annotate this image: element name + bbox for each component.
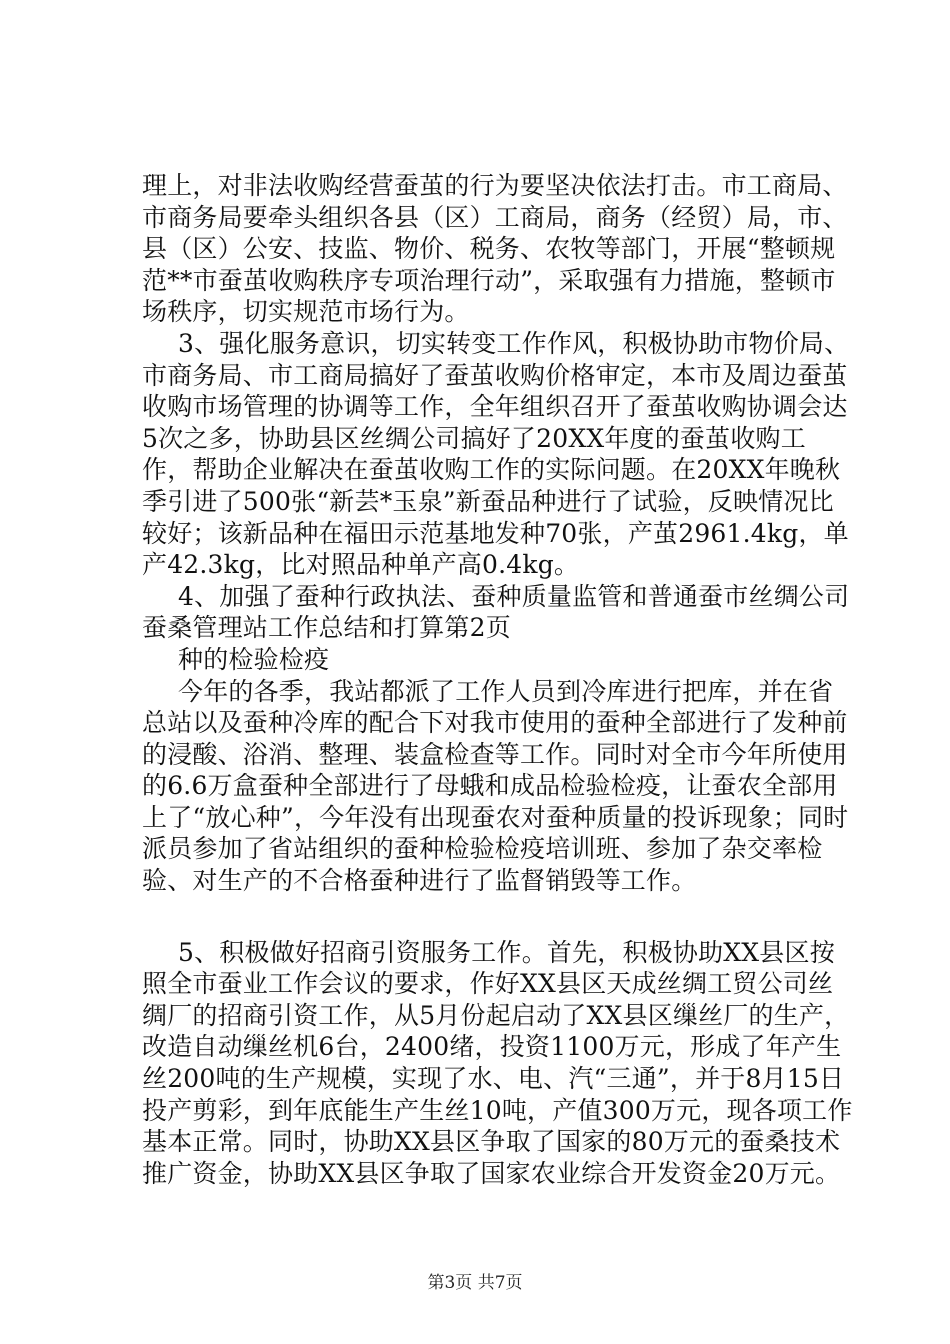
paragraph-item-5: 5、积极做好招商引资服务工作。首先，积极协助XX县区按照全市蚕业工作会议的要求，作好XX县区天成丝绸工贸公司丝绸厂的招商引资工作，从5月份起启动了XX县区缫丝厂的生产，改造自动缫丝机6台，2400绪，投资1100万元，形成了年产生丝200吨的生产规模，实现了水、电、汽“三通”，并于8月15日投产剪彩，到年底能生产生丝10吨，产值300万元，现各项工作基本正常。同时，协助XX县区争取了国家的80万元的蚕桑技术推广资金，协助XX县区争取了国家农业综合开发资金20万元。 [142, 937, 853, 1188]
page-number-footer: 第3页 共7页 [427, 1273, 523, 1293]
paragraph-gap [142, 897, 854, 937]
paragraph-continuation: 理上，对非法收购经营蚕茧的行为要坚决依法打击。市工商局、市商务局要牵头组织各县（区）工商局，商务（经贸）局，市、县（区）公安、技监、物价、税务、农牧等部门，开展“整顿规范**市蚕茧收购秩序专项治理行动”，采取强有力措施，整顿市场秩序，切实规范市场行为。 [142, 171, 848, 327]
paragraph-inspection: 今年的各季，我站都派了工作人员到冷库进行把库，并在省总站以及蚕种冷库的配合下对我市使用的蚕种全部进行了发种前的浸酸、浴消、整理、装盒检查等工作。同时对全市今年所使用的6.6万盒蚕种全部进行了母蛾和成品检验检疫，让蚕农全部用上了“放心种”，今年没有出现蚕农对蚕种质量的投诉现象；同时派员参加了省站组织的蚕种检验检疫培训班、参加了杂交率检验、对生产的不合格蚕种进行了监督销毁等工作。 [142, 676, 849, 896]
paragraph-item-4-continued: 种的检验检疫 [178, 644, 330, 674]
paragraph-item-3: 3、强化服务意识，切实转变工作作风，积极协助市物价局、市商务局、市工商局搞好了蚕茧收购价格审定，本市及周边蚕茧收购市场管理的协调等工作，全年组织召开了蚕茧收购协调会达5次之多，协助县区丝绸公司搞好了20XX年度的蚕茧收购工作，帮助企业解决在蚕茧收购工作的实际问题。在20XX年晚秋季引进了500张“新芸*玉泉”新蚕品种进行了试验，反映情况比较好；该新品种在福田示范基地发种70张，产茧2961.4kg，单产42.3kg，比对照品种单产高0.4kg。 [142, 328, 850, 580]
paragraph-item-4: 4、加强了蚕种行政执法、蚕种质量监管和普通蚕市丝绸公司蚕桑管理站工作总结和打算第2页 [142, 581, 850, 643]
document-body [142, 170, 854, 1189]
